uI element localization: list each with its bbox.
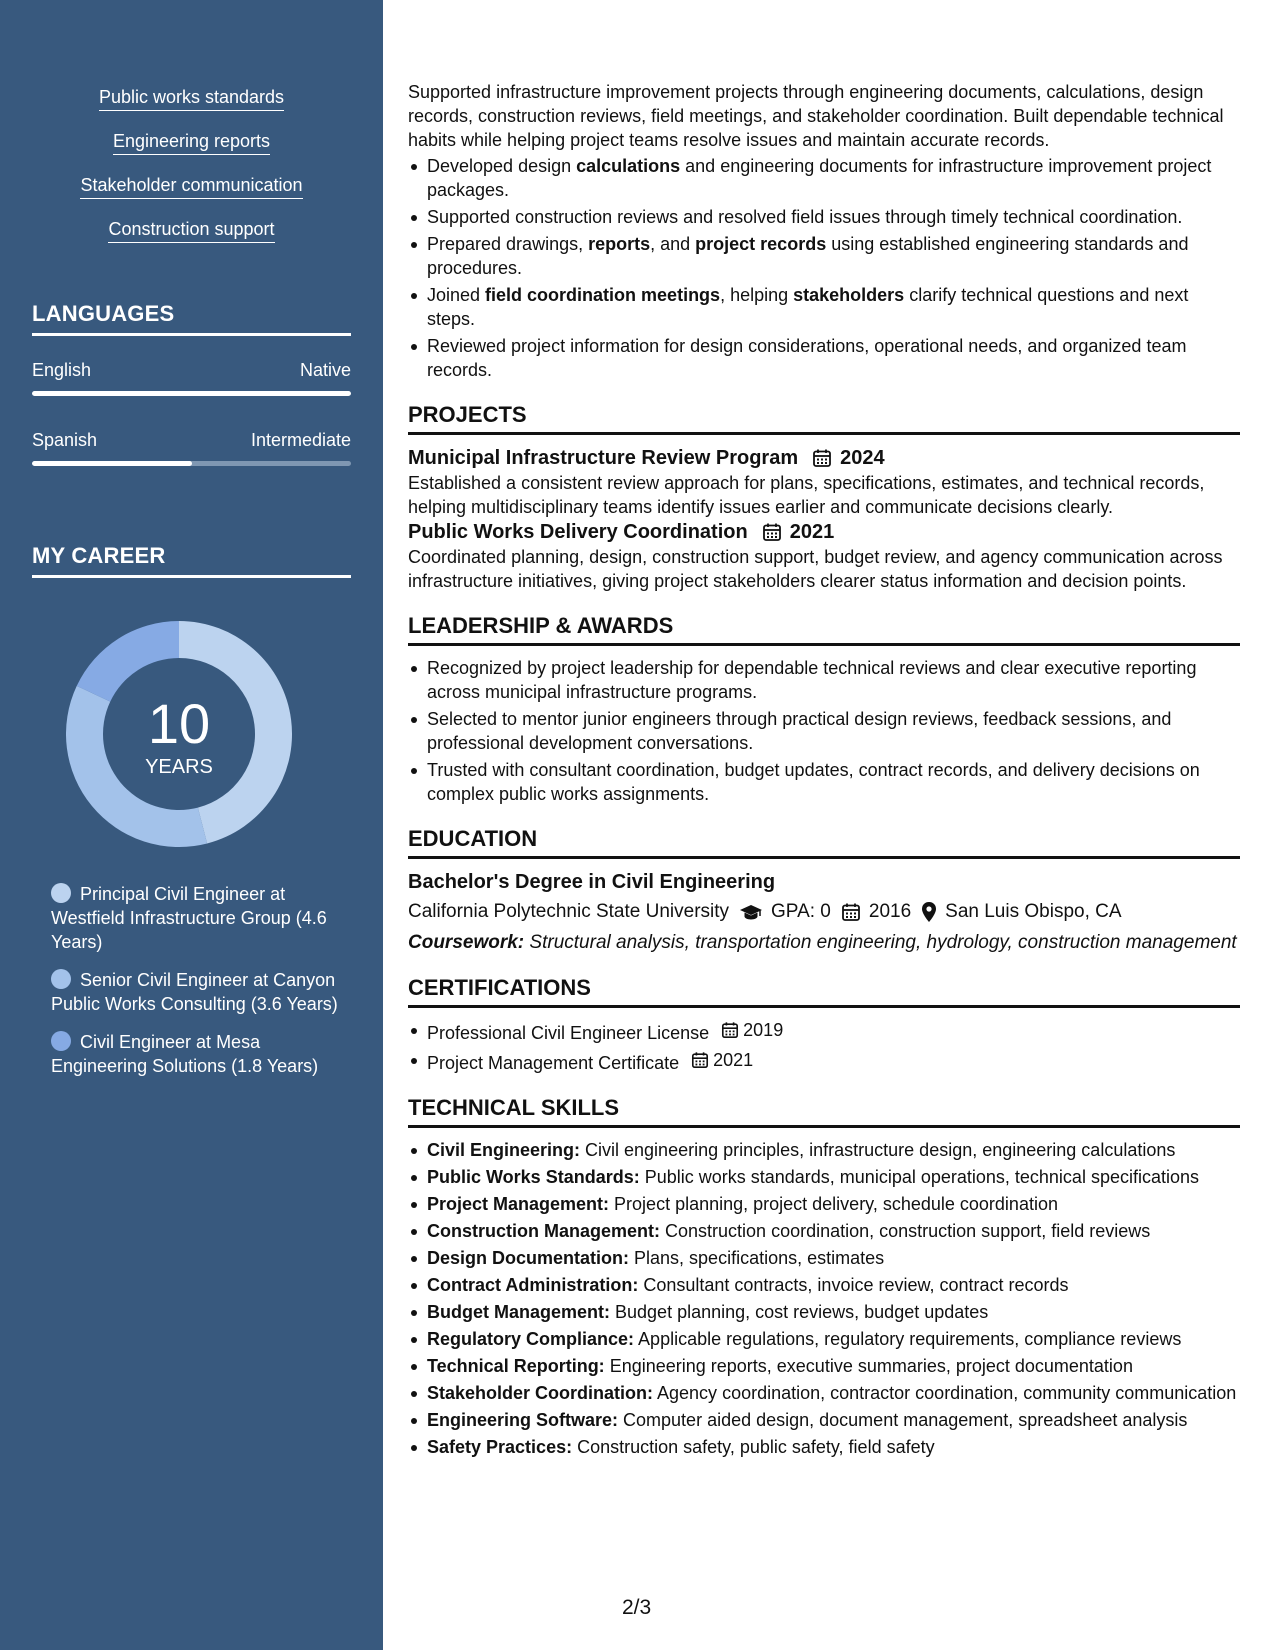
- certification-year: 2019: [743, 1020, 784, 1040]
- project-item: [408, 445, 1240, 519]
- calendar-icon: [841, 902, 861, 922]
- certification-year: 2021: [713, 1050, 754, 1070]
- sidebar: [0, 0, 383, 1650]
- graduation-year: 2016: [868, 901, 912, 922]
- bold-text: reports: [588, 234, 651, 254]
- career-item: [51, 968, 341, 1016]
- language-level: Intermediate: [250, 430, 351, 450]
- skill-label: Budget Management:: [427, 1302, 611, 1322]
- languages-heading: LANGUAGES: [32, 301, 351, 336]
- project-description: Coordinated planning, design, construction support, budget review, and agency communication across infrastructure initiatives, giving project stakeholders clearer status information and decision points.: [408, 547, 1223, 591]
- language-proficiency-bar: [32, 461, 351, 466]
- career-list: [51, 882, 341, 1092]
- career-donut-chart: [66, 621, 292, 847]
- language-name: English: [32, 360, 92, 380]
- calendar-icon: [762, 522, 782, 542]
- career-heading: MY CAREER: [32, 543, 351, 578]
- text: Prepared drawings,: [427, 234, 589, 254]
- skill-text: Plans, specifications, estimates: [629, 1248, 885, 1268]
- skill-label: Design Documentation:: [427, 1248, 630, 1268]
- list-item: [408, 232, 1240, 280]
- certification-name: Project Management Certificate: [427, 1053, 680, 1073]
- career-item-text: Senior Civil Engineer at Canyon Public Works Consulting (3.6 Years): [51, 970, 338, 1014]
- career-total-unit: YEARS: [145, 756, 213, 778]
- skill-label: Public Works Standards:: [427, 1167, 640, 1187]
- project-year: 2021: [789, 521, 835, 543]
- skill-tag: Public works standards: [99, 86, 284, 111]
- text: , helping: [720, 285, 794, 305]
- project-description: Established a consistent review approach for plans, specifications, estimates, and technical records, helping multidisciplinary teams identify issues earlier and communicate decisions clearly.: [408, 473, 1205, 517]
- coursework-text: Structural analysis, transportation engineering, hydrology, construction management: [524, 932, 1237, 953]
- skill-label: Civil Engineering:: [427, 1140, 581, 1160]
- career-item-text: Civil Engineer at Mesa Engineering Solutions (1.8 Years): [51, 1032, 319, 1076]
- list-item: [408, 1018, 1240, 1045]
- language-proficiency-fill: [32, 461, 192, 466]
- degree-title: Bachelor's Degree in Civil Engineering: [408, 871, 776, 893]
- skill-text: Public works standards, municipal operations, technical specifications: [639, 1167, 1199, 1187]
- project-title: Public Works Delivery Coordination: [408, 521, 748, 543]
- skill-label: Contract Administration:: [427, 1275, 639, 1295]
- skill-row: [408, 1300, 1240, 1324]
- skill-row: [408, 1435, 1240, 1459]
- skill-tags: [0, 86, 383, 262]
- skill-text: Computer aided design, document management, spreadsheet analysis: [618, 1410, 1188, 1430]
- language-spanish: [32, 429, 351, 466]
- career-item: [51, 882, 341, 954]
- coursework: [408, 931, 1240, 955]
- list-item: Selected to mentor junior engineers through practical design reviews, feedback sessions, and professional development conversations.: [408, 707, 1240, 755]
- donut-segment: [77, 621, 179, 702]
- language-proficiency-bar: [32, 391, 351, 396]
- career-item-text: Principal Civil Engineer at Westfield Infrastructure Group (4.6 Years): [51, 884, 327, 952]
- text: Developed design: [427, 156, 577, 176]
- skill-row: [408, 1246, 1240, 1270]
- gpa: GPA: 0: [771, 901, 831, 922]
- skill-label: Technical Reporting:: [427, 1356, 605, 1376]
- page-number: 2/3: [622, 1596, 652, 1619]
- skill-text: Construction coordination, construction support, field reviews: [660, 1221, 1151, 1241]
- leadership-heading: LEADERSHIP & AWARDS: [408, 613, 1240, 646]
- coursework-label: Coursework:: [408, 932, 525, 953]
- text: clarify technical questions and next steps.: [427, 285, 1189, 329]
- project-title: Municipal Infrastructure Review Program: [408, 447, 799, 469]
- school-location: San Luis Obispo, CA: [945, 901, 1122, 922]
- skill-row: [408, 1138, 1240, 1162]
- skill-text: Construction safety, public safety, field safety: [572, 1437, 935, 1457]
- skill-label: Project Management:: [427, 1194, 610, 1214]
- graduation-cap-icon: [739, 902, 763, 922]
- skill-text: Budget planning, cost reviews, budget updates: [610, 1302, 989, 1322]
- summary-paragraph: Supported infrastructure improvement projects through engineering documents, calculations, design records, construction reviews, field meetings, and stakeholder coordination. Built dependable technical habits while helping project teams resolve issues and maintain accurate records.: [408, 82, 1224, 150]
- skill-tag: Construction support: [108, 218, 274, 243]
- project-year: 2024: [840, 447, 885, 469]
- career-legend-dot: [51, 1031, 71, 1051]
- language-name: Spanish: [32, 430, 98, 450]
- skill-label: Regulatory Compliance:: [427, 1329, 635, 1349]
- skill-text: Project planning, project delivery, schedule coordination: [609, 1194, 1058, 1214]
- bold-text: calculations: [576, 156, 681, 176]
- technical-skills-heading: TECHNICAL SKILLS: [408, 1095, 1240, 1128]
- skill-text: Consultant contracts, invoice review, contract records: [638, 1275, 1069, 1295]
- career-legend-dot: [51, 883, 71, 903]
- list-item: [408, 334, 1240, 382]
- location-pin-icon: [921, 901, 937, 923]
- certifications-heading: CERTIFICATIONS: [408, 975, 1240, 1008]
- skill-tag: Stakeholder communication: [80, 174, 302, 199]
- list-item: [408, 283, 1240, 331]
- text: Supported construction reviews and resolved field issues through timely technical coordination.: [427, 207, 1183, 227]
- list-item: [408, 205, 1240, 229]
- career-total-number: 10: [147, 692, 211, 755]
- certifications-list: [408, 1018, 1240, 1075]
- skill-row: [408, 1327, 1240, 1351]
- bold-text: stakeholders: [793, 285, 905, 305]
- skill-label: Stakeholder Coordination:: [427, 1383, 654, 1403]
- projects-heading: PROJECTS: [408, 402, 1240, 435]
- leadership-bullets: [408, 656, 1240, 806]
- bold-text: field coordination meetings: [485, 285, 721, 305]
- calendar-icon: [691, 1051, 709, 1069]
- list-item: [408, 1048, 1240, 1075]
- skill-label: Construction Management:: [427, 1221, 661, 1241]
- language-proficiency-fill: [32, 391, 351, 396]
- language-english: [32, 359, 351, 396]
- summary-bullets: [408, 154, 1240, 382]
- skill-tag: Engineering reports: [113, 130, 270, 155]
- skill-text: Civil engineering principles, infrastructure design, engineering calculations: [580, 1140, 1176, 1160]
- text: using established engineering standards and procedures.: [427, 234, 1189, 278]
- skill-label: Safety Practices:: [427, 1437, 573, 1457]
- skill-row: [408, 1165, 1240, 1189]
- skill-text: Engineering reports, executive summaries, project documentation: [604, 1356, 1133, 1376]
- technical-skills-list: [408, 1138, 1240, 1459]
- skill-row: [408, 1192, 1240, 1216]
- skill-text: Applicable regulations, regulatory requirements, compliance reviews: [634, 1329, 1182, 1349]
- language-level: Native: [299, 360, 351, 380]
- career-legend-dot: [51, 969, 71, 989]
- project-item: [408, 519, 1240, 593]
- skill-label: Engineering Software:: [427, 1410, 619, 1430]
- main-content: [408, 80, 1240, 1462]
- calendar-icon: [812, 448, 832, 468]
- list-item: [408, 154, 1240, 202]
- skill-text: Agency coordination, contractor coordination, community communication: [653, 1383, 1237, 1403]
- school-name: California Polytechnic State University: [408, 901, 730, 922]
- education-heading: EDUCATION: [408, 826, 1240, 859]
- skill-row: [408, 1354, 1240, 1378]
- bold-text: project records: [695, 234, 827, 254]
- skill-row: [408, 1273, 1240, 1297]
- education-details: [408, 899, 1240, 925]
- skill-row: [408, 1381, 1240, 1405]
- text: Joined: [427, 285, 486, 305]
- certification-name: Professional Civil Engineer License: [427, 1023, 710, 1043]
- skill-row: [408, 1408, 1240, 1432]
- text: Reviewed project information for design considerations, operational needs, and organized team records.: [427, 336, 1187, 380]
- list-item: Trusted with consultant coordination, budget updates, contract records, and delivery decisions on complex public works assignments.: [408, 758, 1240, 806]
- list-item: Recognized by project leadership for dependable technical reviews and clear executive reporting across municipal infrastructure programs.: [408, 656, 1240, 704]
- text: and engineering documents for infrastructure improvement project packages.: [427, 156, 1212, 200]
- skill-row: [408, 1219, 1240, 1243]
- calendar-icon: [721, 1021, 739, 1039]
- text: , and: [650, 234, 696, 254]
- career-item: [51, 1030, 341, 1078]
